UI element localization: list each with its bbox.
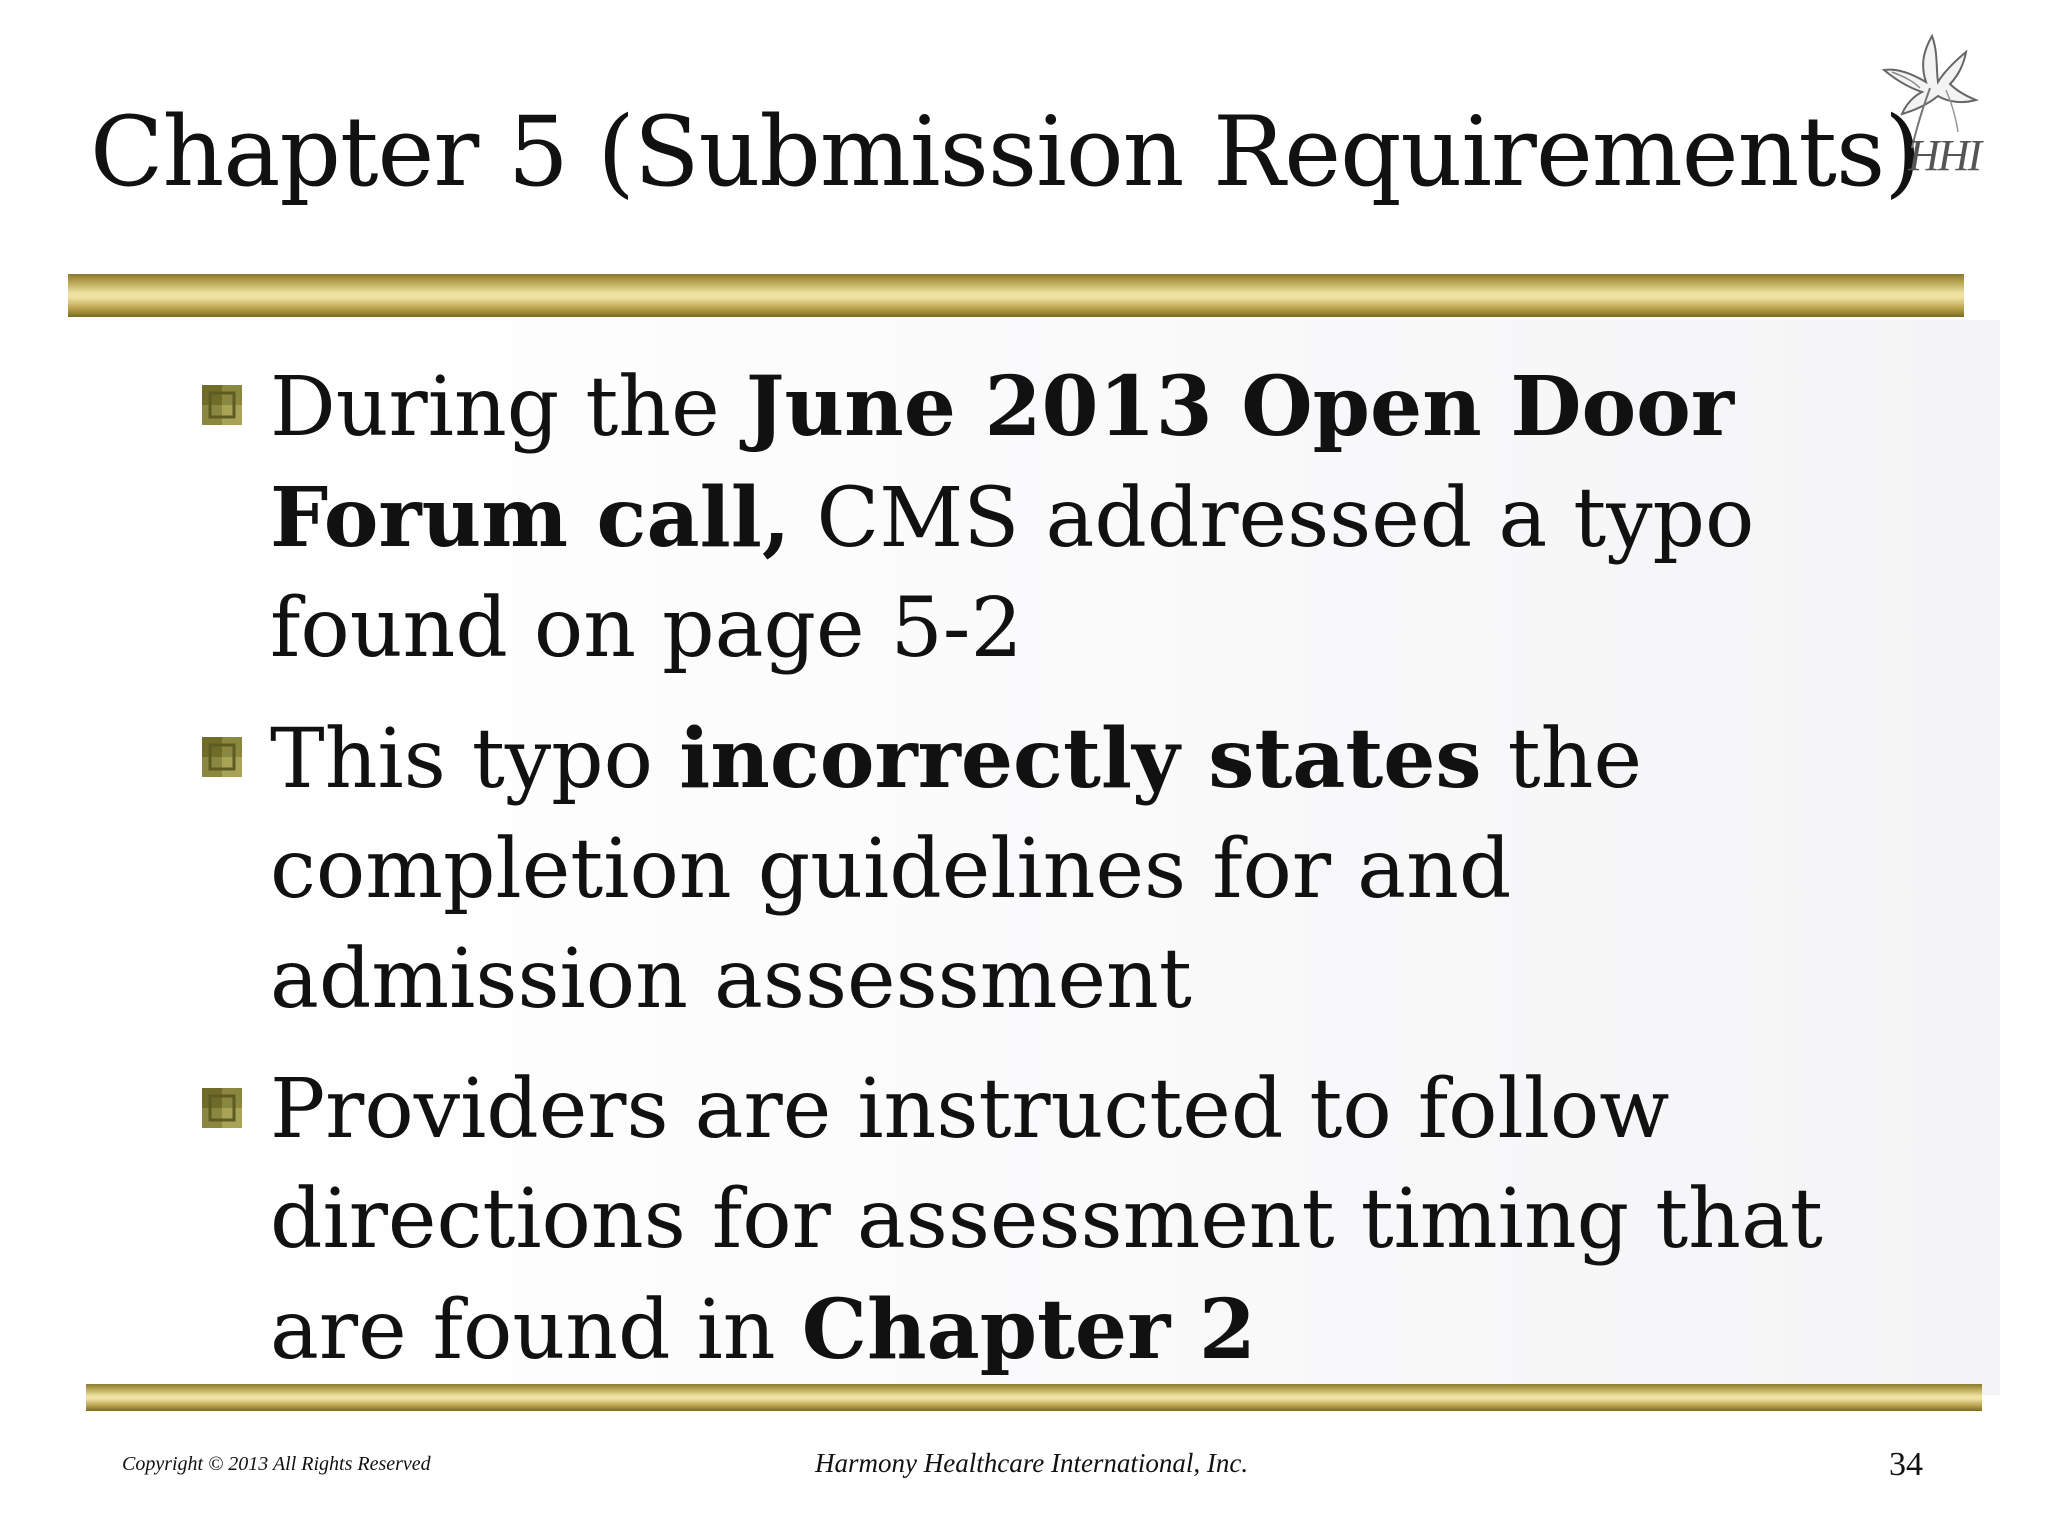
logo-text: HHI: [1908, 131, 1981, 180]
top-gold-rule: [68, 274, 1964, 317]
bullet-text: [270, 360, 1754, 676]
bullet-emphasis: June 2013 Open Door Forum call,: [270, 359, 1735, 566]
olive-square-bullet-icon: [202, 385, 242, 425]
page-number: 34: [1889, 1446, 1923, 1483]
bullet-emphasis: Chapter 2: [801, 1282, 1256, 1378]
bullet-list: [200, 352, 1850, 1406]
bullet-run: the completion guidelines for and admission assessment: [270, 712, 1642, 1027]
bullet-run: Providers are instructed to follow directions for assessment timing that are found in: [270, 1062, 1823, 1378]
olive-square-bullet-icon: [202, 1088, 242, 1128]
bullet-item: [200, 704, 1850, 1035]
bottom-gold-rule: [86, 1384, 1982, 1411]
slide-title: Chapter 5 (Submission Requirements): [90, 96, 1921, 208]
bullet-emphasis: incorrectly states: [679, 711, 1482, 807]
bullet-text: [270, 712, 1642, 1027]
bullet-item: [200, 1055, 1850, 1386]
footer-company: Harmony Healthcare International, Inc.: [815, 1448, 1249, 1478]
olive-square-bullet-icon: [202, 737, 242, 777]
bullet-run: This typo: [270, 712, 680, 807]
footer-copyright: Copyright © 2013 All Rights Reserved: [122, 1453, 431, 1475]
bullet-text: [270, 1062, 1823, 1378]
bullet-item: [200, 352, 1850, 684]
bullet-run: CMS addressed a typo found on page 5-2: [270, 471, 1755, 676]
bullet-run: During the: [270, 360, 746, 455]
